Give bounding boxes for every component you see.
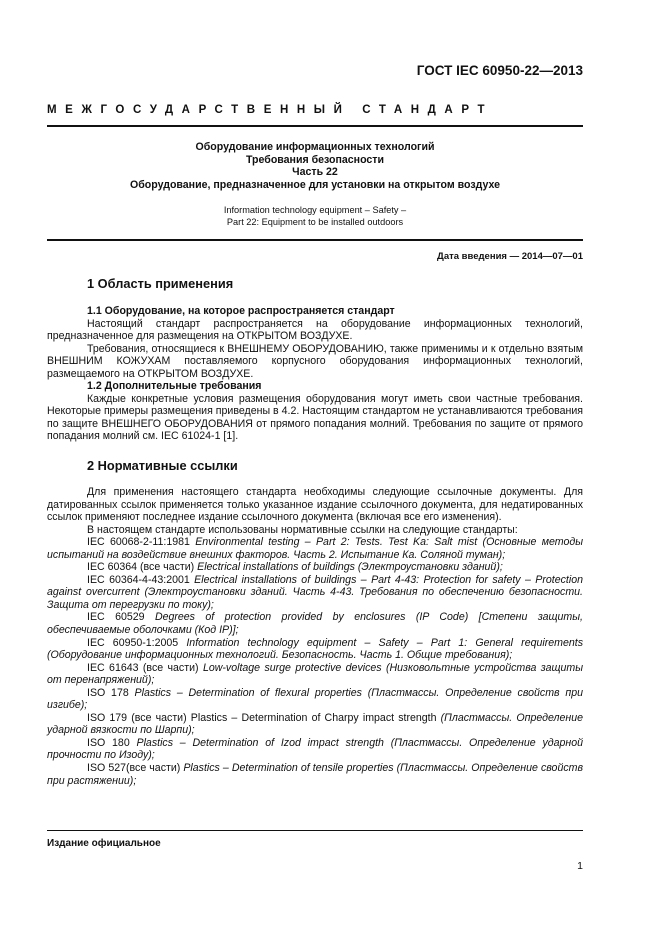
reference-item	[47, 561, 583, 574]
reference-code: ISO 179 (все части) Plastics – Determination of Charpy impact strength	[87, 711, 441, 724]
paragraph: В настоящем стандарте использованы нормативные ссылки на следующие стандарты:	[87, 523, 518, 536]
paragraph: Требования, относящиеся к ВНЕШНЕМУ ОБОРУДОВАНИЮ, также применимы и к отдельно взятым ВНЕШНИМ КОЖУХАМ поставляемого корпусного оборудования информационных технологий, размещаемого на ОТКРЫТОМ ВОЗДУХЕ.	[47, 342, 583, 380]
gost-number: ГОСТ IEC 60950-22—2013	[416, 63, 583, 78]
section-1-body	[47, 305, 583, 443]
reference-item	[47, 687, 583, 712]
reference-item	[47, 574, 583, 612]
reference-code: ISO 527(все части)	[87, 762, 184, 775]
standard-type-label: МЕЖГОСУДАРСТВЕННЫЙ СТАНДАРТ	[47, 104, 494, 116]
reference-item	[47, 737, 583, 762]
reference-title: Plastics – Determination of Izod impact strength (Пластмассы. Определение ударной прочности по Изоду);	[47, 736, 584, 762]
official-edition-label: Издание официальное	[47, 838, 161, 849]
english-title-line-1: Information technology equipment – Safety –	[223, 205, 407, 215]
title-line-3: Часть 22	[292, 166, 338, 178]
subsection-1-1-heading: 1.1 Оборудование, на которое распространяется стандарт	[87, 305, 395, 317]
section-2-heading: 2 Нормативные ссылки	[87, 458, 238, 473]
footer-divider	[47, 830, 583, 831]
reference-title: Information technology equipment – Safety – Part 1: General requirements (Оборудование информационных технологий. Безопасность. Часть 1. Общие требования);	[47, 636, 584, 662]
reference-code: IEC 60068-2-11:1981	[87, 536, 196, 549]
page-number: 1	[577, 860, 583, 872]
section-1-heading: 1 Область применения	[87, 276, 234, 291]
reference-item	[47, 762, 583, 787]
section-2-body	[47, 486, 583, 787]
title-line-1: Оборудование информационных технологий	[195, 141, 435, 153]
english-title-line-2: Part 22: Equipment to be installed outdoors	[226, 216, 404, 227]
reference-code: IEC 60364 (все части)	[87, 561, 198, 574]
reference-code: IEC 60364-4-43:2001	[87, 573, 195, 586]
reference-code: IEC 60529	[87, 611, 155, 624]
paragraph: Для применения настоящего стандарта необходимы следующие ссылочные документы. Для датированных ссылок применяется только указанное издание ссылочного документа, для недатированных ссылок применяют последнее издание ссылочного документа (включая все его изменения).	[47, 486, 583, 524]
reference-item	[47, 536, 583, 561]
paragraph: Настоящий стандарт распространяется на оборудование информационных технологий, предназначенное для размещения на ОТКРЫТОМ ВОЗДУХЕ.	[47, 317, 583, 343]
reference-title: Environmental testing – Part 2: Tests. Test Ka: Salt mist (Основные методы испытаний на воздействие внешних факторов. Часть 2. Испытание Ка. Соляной туман);	[47, 536, 583, 561]
reference-code: IEC 60950-1:2005	[87, 636, 187, 649]
reference-item	[47, 637, 583, 662]
reference-code: ISO 180	[87, 736, 137, 749]
reference-title: Plastics – Determination of flexural properties (Пластмассы. Определение свойств при изгибе);	[47, 686, 583, 712]
reference-title: Electrical installations of buildings – Part 4-43: Protection for safety – Protection against overcurrent (Электроустановки зданий. Часть 4-43. Требования по обеспечению безопасности. Защита от перегрузки по току);	[47, 573, 583, 611]
reference-item	[47, 611, 583, 636]
title-divider	[47, 239, 583, 241]
reference-code: IEC 61643 (все части)	[87, 661, 203, 674]
title-line-4: Оборудование, предназначенное для установки на открытом воздухе	[130, 178, 500, 191]
reference-title: (Пластмассы. Определение ударной вязкости по Шарпи);	[47, 711, 583, 737]
title-line-2: Требования безопасности	[245, 153, 385, 166]
russian-title	[47, 141, 583, 191]
reference-title: Degrees of protection provided by enclosures (IP Code) [Степени защиты, обеспечиваемые оболочками (Код IP)];	[47, 611, 583, 637]
paragraph: Каждые конкретные условия размещения оборудования могут иметь свои частные требования. Некоторые примеры размещения приведены в 4.2. Настоящим стандартом не устанавливаются требования по защите ВНЕШНЕГО ОБОРУДОВАНИЯ от прямого попадания молний. Требования по защите от прямого попадания молний см. IEC 61024-1 [1].	[47, 392, 583, 443]
reference-title: Low-voltage surge protective devices (Низковольтные устройства защиты от перенапряжений);	[47, 661, 584, 687]
introduction-date: Дата введения — 2014—07—01	[437, 251, 583, 262]
subsection-1-2-heading: 1.2 Дополнительные требования	[87, 380, 262, 393]
english-title	[47, 205, 583, 228]
reference-item	[47, 662, 583, 687]
reference-title: Electrical installations of buildings (Электроустановки зданий);	[197, 561, 503, 574]
reference-item	[47, 712, 583, 737]
reference-code: ISO 178	[87, 686, 135, 699]
reference-title: Plastics – Determination of tensile properties (Пластмассы. Определение свойств при растяжении);	[47, 762, 583, 787]
top-divider	[47, 125, 583, 127]
